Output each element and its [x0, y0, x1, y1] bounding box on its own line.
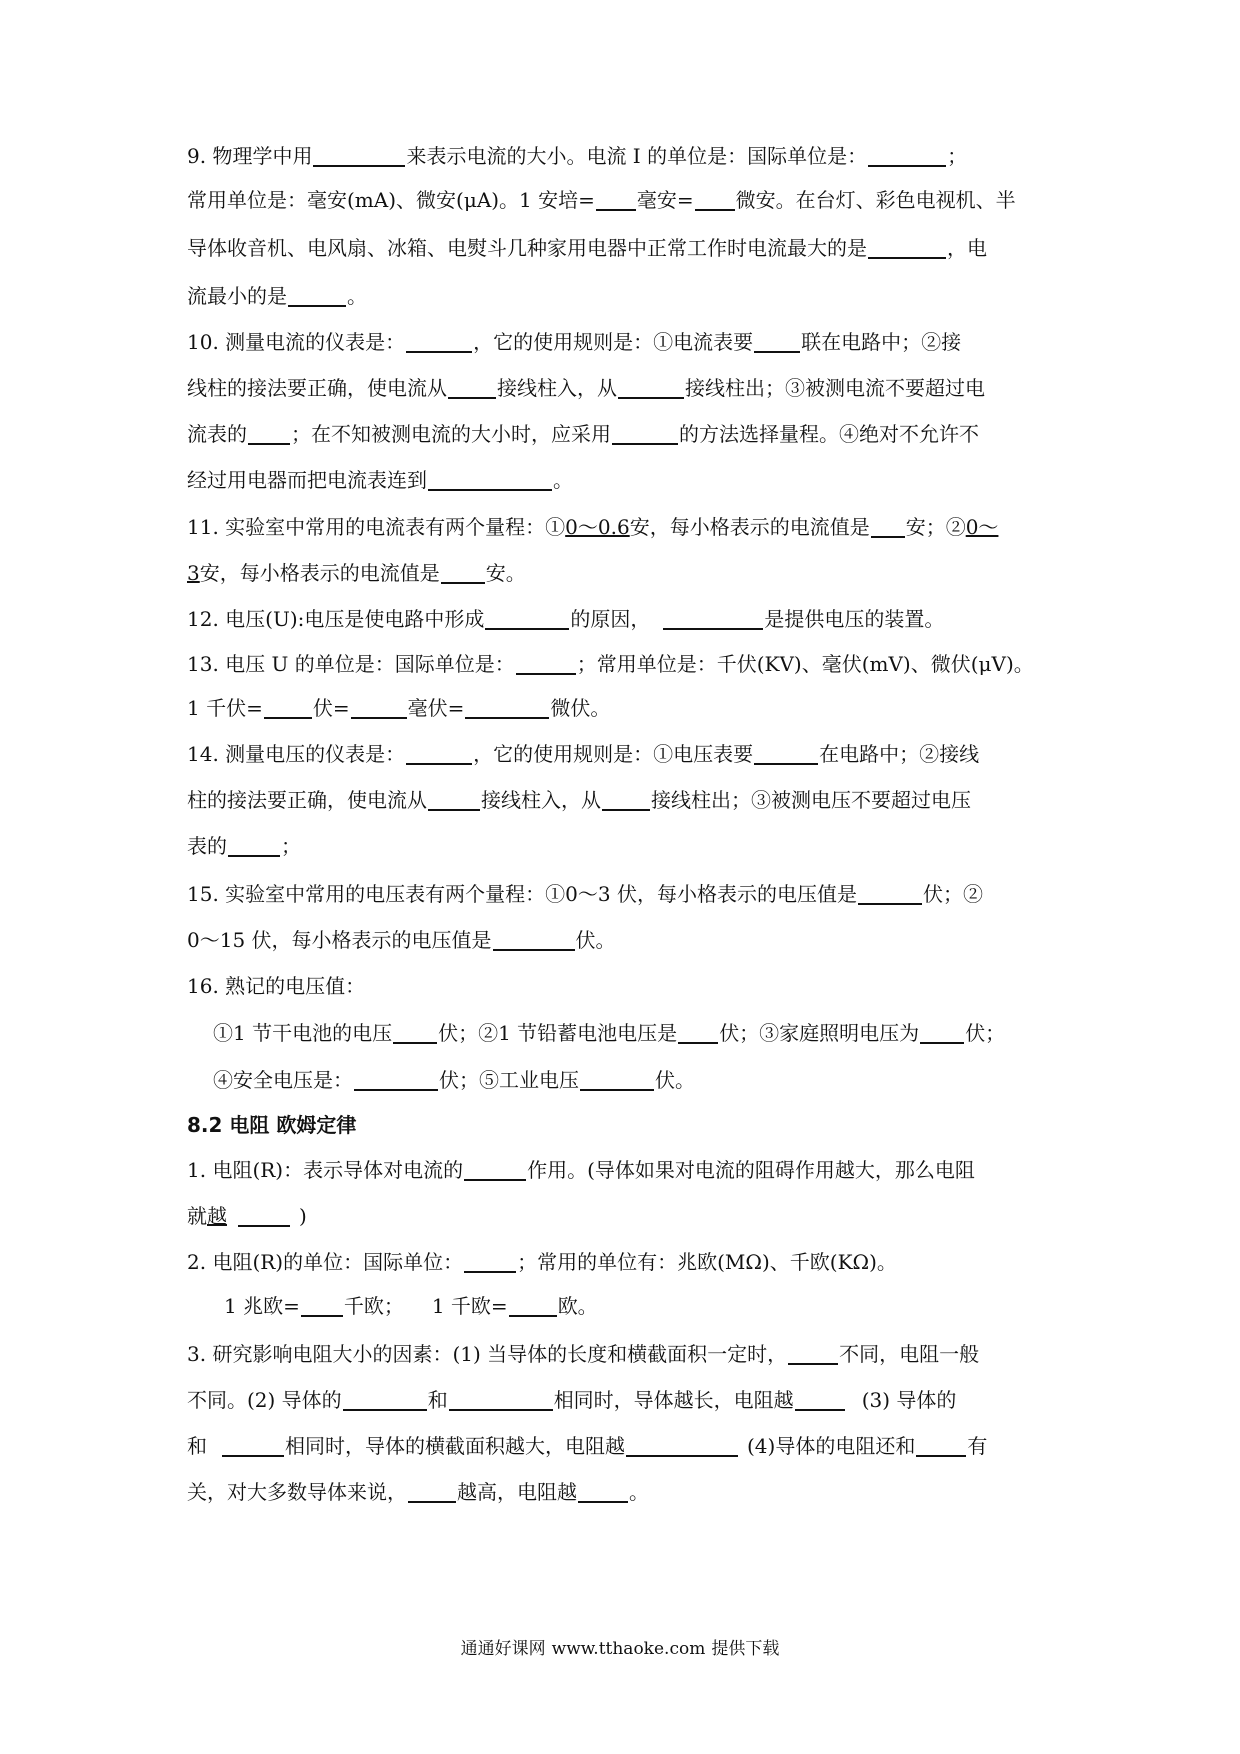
text: 相同时，导体越长，电阻越: [553, 1388, 794, 1412]
q10-line-1: [187, 328, 1057, 356]
text: 毫安=: [636, 188, 694, 212]
answer-blank: [465, 697, 549, 719]
answer-blank: [788, 1343, 838, 1365]
q15-line-1: [187, 880, 1057, 908]
answer-blank: [612, 423, 678, 445]
text: 。: [553, 468, 573, 492]
answer-blank: [428, 789, 480, 811]
text: 柱的接法要正确，使电流从: [187, 788, 427, 812]
text: 和: [427, 1388, 448, 1412]
q16-line-2: [213, 1066, 1058, 1094]
text: 是提供电压的装置。: [764, 607, 945, 631]
text: 。: [629, 1480, 649, 1504]
text: 伏；⑤工业电压: [439, 1068, 579, 1092]
q10-line-4: [187, 466, 1057, 494]
q9-line-1: [187, 142, 1057, 170]
answer-blank: [238, 1205, 290, 1227]
text: 微安。在台灯、彩色电视机、半: [735, 188, 1016, 212]
text: ；: [947, 144, 968, 168]
answer-blank: [288, 285, 346, 307]
answer-blank: [449, 1389, 553, 1411]
text: 0～15 伏，每小格表示的电压值是: [187, 928, 492, 952]
text: 的原因，: [570, 607, 651, 631]
page-footer: [0, 1637, 1240, 1661]
answer-blank: [408, 1481, 456, 1503]
answer-blank: [578, 1481, 628, 1503]
text: 表的: [187, 834, 227, 858]
text: 微伏。: [550, 696, 611, 720]
answer-blank: [626, 1435, 738, 1457]
text: 安。: [485, 561, 526, 585]
text: 作用。(导体如果对电流的阻碍作用越大，那么电阻: [527, 1158, 975, 1182]
s2-line-2: [224, 1292, 1058, 1320]
text: 1. 电阻(R)：表示导体对电流的: [187, 1158, 464, 1182]
text: 伏。: [575, 928, 616, 952]
answer-blank: [464, 1251, 516, 1273]
footer-download-text: 提供下载: [711, 1639, 780, 1659]
underlined-text: 3: [187, 561, 200, 585]
q15-line-2: [187, 926, 1057, 954]
text: 越高，电阻越: [457, 1480, 577, 1504]
answer-blank: [301, 1295, 343, 1317]
q10-line-2: [187, 374, 1057, 402]
text: (3) 导体的: [861, 1388, 957, 1412]
text: 不同，电阻一般: [839, 1342, 980, 1366]
answer-blank: [441, 562, 485, 584]
s3-line-3: [187, 1432, 1057, 1460]
text: 不同。(2) 导体的: [187, 1388, 342, 1412]
s3-line-2: [187, 1386, 1057, 1414]
text: 欧。: [557, 1294, 598, 1318]
text: 安，每小格表示的电流值是: [629, 515, 870, 539]
answer-blank: [222, 1435, 284, 1457]
s3-line-4: [187, 1478, 1057, 1506]
answer-blank: [920, 1022, 964, 1044]
text: ；常用单位是：千伏(KV)、毫伏(mV)、微伏(μV)。: [576, 652, 1034, 676]
text: 15. 实验室中常用的电压表有两个量程：①0～3 伏，每小格表示的电压值是: [187, 882, 857, 906]
answer-blank: [754, 331, 800, 353]
s1-line-2: [187, 1202, 1057, 1230]
q14-line-1: [187, 740, 1057, 768]
text: ，它的使用规则是：①电压表要: [473, 742, 754, 766]
text: ，电: [947, 236, 987, 260]
text: 和: [187, 1434, 207, 1458]
q9-line-3: [187, 234, 1057, 262]
answer-blank: [393, 1022, 437, 1044]
text: 伏；②: [922, 882, 983, 906]
answer-blank: [343, 1389, 427, 1411]
text: 伏；②1 节铅蓄电池电压是: [438, 1021, 678, 1045]
q14-line-2: [187, 786, 1057, 814]
q12-line-1: [187, 605, 1057, 633]
text: (4)导体的电阻还和: [747, 1434, 916, 1458]
answer-blank: [795, 1389, 845, 1411]
text: 接线柱入，从: [481, 788, 601, 812]
answer-blank: [428, 469, 552, 491]
s2-line-1: [187, 1248, 1057, 1276]
text: ；常用的单位有：兆欧(MΩ)、千欧(KΩ)。: [517, 1250, 897, 1274]
q13-line-1: [187, 650, 1057, 678]
answer-blank: [754, 743, 818, 765]
answer-blank: [663, 608, 763, 630]
text: 伏。: [655, 1068, 695, 1092]
answer-blank: [351, 697, 407, 719]
text: 伏；③家庭照明电压为: [719, 1021, 920, 1045]
text: ): [299, 1204, 307, 1228]
text: 伏=: [312, 696, 350, 720]
answer-blank: [313, 145, 405, 167]
answer-blank: [406, 331, 472, 353]
text: 联在电路中；②接: [801, 330, 962, 354]
text: 流最小的是: [187, 284, 287, 308]
answer-blank: [264, 697, 312, 719]
text: 10. 测量电流的仪表是：: [187, 330, 406, 354]
q14-line-3: [187, 832, 1057, 860]
text: ；在不知被测电流的大小时，应采用: [291, 422, 611, 446]
q10-line-3: [187, 420, 1057, 448]
text: 14. 测量电压的仪表是：: [187, 742, 406, 766]
answer-blank: [678, 1022, 718, 1044]
answer-blank: [516, 653, 576, 675]
answer-blank: [493, 929, 575, 951]
text: 相同时，导体的横截面积越大，电阻越: [285, 1434, 625, 1458]
text: 3. 研究影响电阻大小的因素：(1) 当导体的长度和横截面积一定时，: [187, 1342, 788, 1366]
text: 安，每小格表示的电流值是: [199, 561, 440, 585]
text: ；: [281, 834, 301, 858]
q13-line-2: [187, 694, 1057, 722]
answer-blank: [871, 516, 905, 538]
answer-blank: [596, 189, 636, 211]
answer-blank: [448, 377, 496, 399]
text: 1 千伏=: [187, 696, 263, 720]
answer-blank: [464, 1159, 526, 1181]
answer-blank: [916, 1435, 966, 1457]
text: 导体收音机、电风扇、冰箱、电熨斗几种家用电器中正常工作时电流最大的是: [187, 236, 867, 260]
footer-site-name: 通通好课网: [460, 1639, 546, 1659]
s1-line-1: [187, 1156, 1057, 1184]
text: 千欧；: [343, 1294, 404, 1318]
section-heading: 8.2 电阻 欧姆定律: [187, 1113, 357, 1137]
answer-blank: [485, 608, 569, 630]
text: 的方法选择量程。④绝对不允许不: [679, 422, 979, 446]
text: 就: [187, 1204, 207, 1228]
text: 伏；: [965, 1021, 1006, 1045]
text: 9. 物理学中用: [187, 144, 313, 168]
text: 经过用电器而把电流表连到: [187, 468, 427, 492]
q9-line-2: [187, 186, 1057, 214]
text: 来表示电流的大小。电流 I 的单位是：国际单位是：: [406, 144, 868, 168]
answer-blank: [602, 789, 650, 811]
text: 有: [967, 1434, 988, 1458]
q11-line-2: [187, 559, 1057, 587]
q16-title: [187, 972, 1057, 1000]
footer-url: www.tthaoke.com: [551, 1639, 706, 1659]
text: 12. 电压(U):电压是使电路中形成: [187, 607, 485, 631]
answer-blank: [228, 835, 280, 857]
answer-blank: [618, 377, 684, 399]
text: 线柱的接法要正确，使电流从: [187, 376, 447, 400]
answer-blank: [695, 189, 735, 211]
text: ④安全电压是：: [213, 1068, 353, 1092]
text: 常用单位是：毫安(mA)、微安(μA)。1 安培=: [187, 188, 595, 212]
q11-line-1: [187, 513, 1057, 541]
text: 毫伏=: [407, 696, 465, 720]
q9-line-4: [187, 282, 1057, 310]
answer-blank: [509, 1295, 557, 1317]
answer-blank: [406, 743, 472, 765]
text: 安；②: [905, 515, 966, 539]
answer-blank: [580, 1069, 654, 1091]
text: 接线柱入，从: [497, 376, 617, 400]
text: 接线柱出；③被测电流不要超过电: [685, 376, 985, 400]
text: 关，对大多数导体来说，: [187, 1480, 407, 1504]
answer-blank: [868, 145, 946, 167]
text: 在电路中；②接线: [819, 742, 980, 766]
text: 16. 熟记的电压值：: [187, 974, 366, 998]
answer-blank: [868, 237, 946, 259]
text: 接线柱出；③被测电压不要超过电压: [651, 788, 971, 812]
text: 1 兆欧=: [224, 1294, 300, 1318]
text: 1 千欧=: [431, 1294, 508, 1318]
s3-line-1: [187, 1340, 1057, 1368]
underlined-text: 0～: [965, 515, 999, 539]
text: 2. 电阻(R)的单位：国际单位：: [187, 1250, 464, 1274]
text: 11. 实验室中常用的电流表有两个量程：①: [187, 515, 566, 539]
text: ，它的使用规则是：①电流表要: [473, 330, 754, 354]
underlined-text: 0～0.6: [565, 515, 630, 539]
text: ①1 节干电池的电压: [213, 1021, 393, 1045]
answer-blank: [354, 1069, 438, 1091]
text: 流表的: [187, 422, 247, 446]
answer-blank: [858, 883, 922, 905]
text: 13. 电压 U 的单位是：国际单位是：: [187, 652, 515, 676]
q16-line-1: [213, 1019, 1058, 1047]
answer-blank: [248, 423, 290, 445]
underlined-text: 越: [207, 1204, 227, 1228]
text: 。: [347, 284, 367, 308]
